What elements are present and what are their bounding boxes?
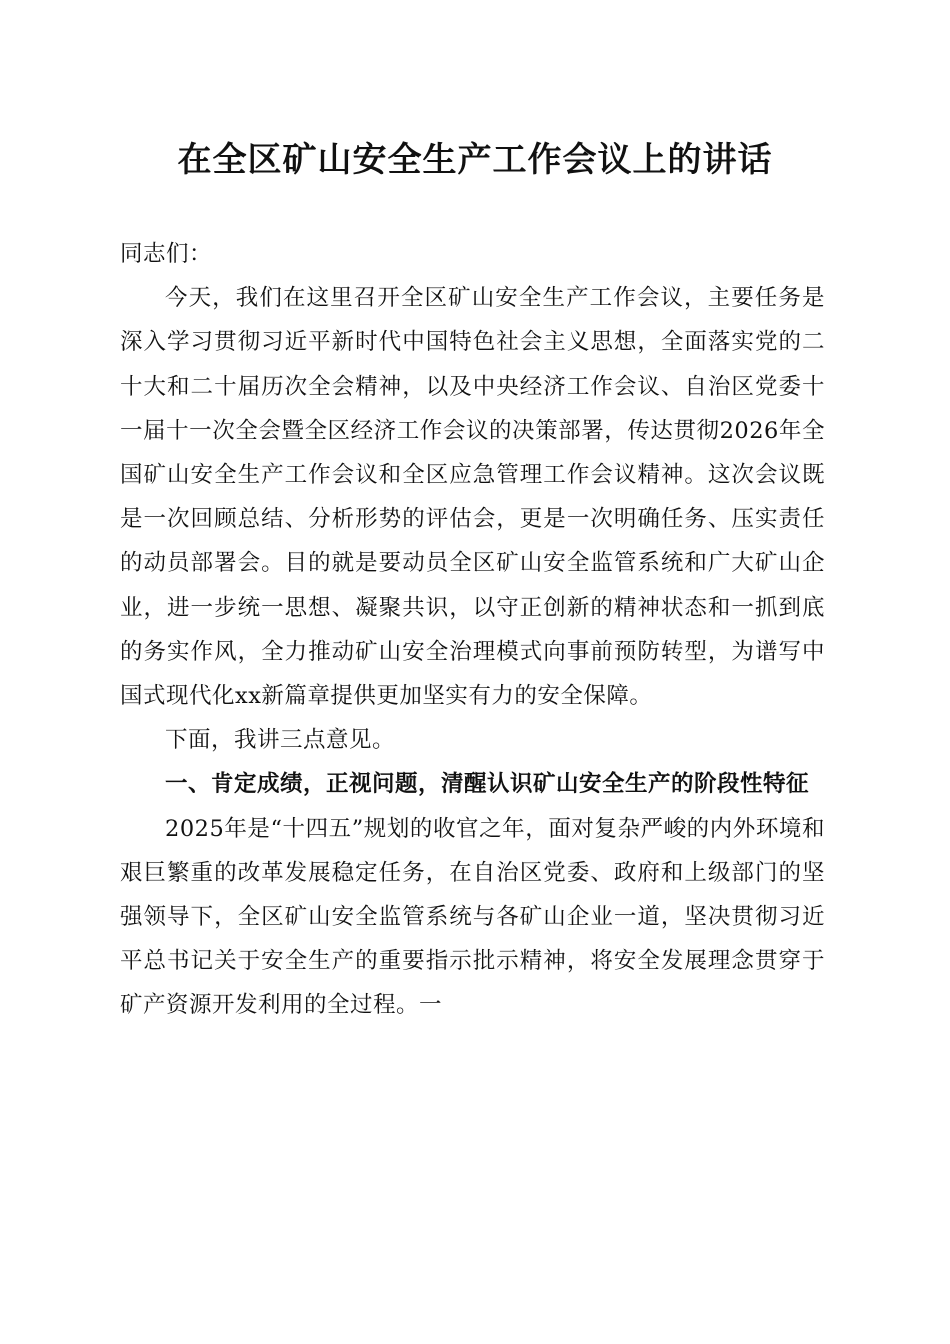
section-paragraph: 2025年是“十四五”规划的收官之年，面对复杂严峻的内外环境和艰巨繁重的改革发展稳定任务，在自治区党委、政府和上级部门的坚强领导下，全区矿山安全监管系统与各矿山企业一道，坚决贯彻习近平总书记关于安全生产的重要指示批示精神，将安全发展理念贯穿于矿产资源开发利用的全过程。一 xyxy=(120,815,825,1019)
opening-paragraph: 今天，我们在这里召开全区矿山安全生产工作会议，主要任务是深入学习贯彻习近平新时代中国特色社会主义思想，全面落实党的二十大和二十届历次全会精神，以及中央经济工作会议、自治区党委十一届十一次全会暨全区经济工作会议的决策部署，传达贯彻2026年全国矿山安全生产工作会议和全区应急管理工作会议精神。这次会议既是一次回顾总结、分析形势的评估会，更是一次明确任务、压实责任的动员部署会。目的就是要动员全区矿山安全监管系统和广大矿山企业，进一步统一思想、凝聚共识，以守正创新的精神状态和一抓到底的务实作风，全力推动矿山安全治理模式向事前预防转型，为谱写中国式现代化xx新篇章提供更加坚实有力的安全保障。 xyxy=(120,285,825,710)
document-title: 在全区矿山安全生产工作会议上的讲话 xyxy=(177,140,773,180)
section-heading: 一、肯定成绩，正视问题，清醒认识矿山安全生产的阶段性特征 xyxy=(165,771,810,798)
transition-paragraph: 下面，我讲三点意见。 xyxy=(165,727,396,754)
salutation: 同志们： xyxy=(120,241,213,267)
document-body xyxy=(120,232,825,1028)
